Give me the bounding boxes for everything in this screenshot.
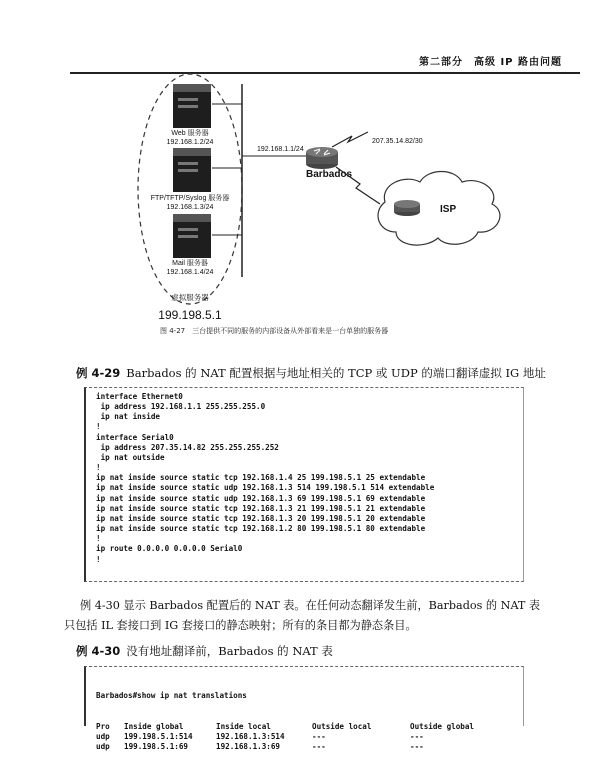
- network-diagram: [0, 72, 600, 324]
- section-title: 第二部分 高级 IP 路由问题: [418, 57, 562, 68]
- code-line: ip nat inside source static udp 192.168.1.3 69 199.198.5.1 69 extendable: [96, 493, 426, 503]
- isp-cloud-icon: [378, 172, 500, 246]
- code-line: ip nat inside: [96, 412, 161, 422]
- column-header: Inside global: [124, 721, 184, 731]
- table-cell: ---: [312, 742, 326, 752]
- code-line: !: [96, 422, 101, 432]
- ftp-server-ip: 192.168.1.3/24: [166, 204, 214, 211]
- example-4-29-text: Barbados 的 NAT 配置根据与地址相关的 TCP 或 UDP 的端口翻译虚拟 IG 地址: [126, 366, 546, 380]
- example-4-30-title: [76, 643, 333, 659]
- column-header: Outside local: [312, 721, 372, 731]
- table-cell: ---: [410, 742, 424, 752]
- mail-server-name: Mail 服务器: [172, 260, 208, 267]
- example-4-29-label: 例 4-29: [76, 366, 121, 380]
- code-line: ip address 192.168.1.1 255.255.255.0: [96, 402, 266, 412]
- code-line: ip route 0.0.0.0 0.0.0.0 Serial0: [96, 544, 243, 554]
- column-header: Outside global: [410, 721, 475, 731]
- table-cell: 192.168.1.3:69: [216, 742, 281, 752]
- router-name: Barbados: [306, 169, 353, 180]
- nat-table-block: [84, 666, 524, 752]
- table-cell: udp: [96, 731, 110, 741]
- column-header: Inside local: [216, 721, 271, 731]
- figure-caption: 图 4-27 三台提供不同的服务的内部设备从外部看来是一台单独的服务器: [160, 327, 389, 335]
- example-4-29-title: [76, 365, 546, 381]
- web-server-ip: 192.168.1.2/24: [166, 139, 214, 146]
- paragraph-line-1: 例 4-30 显示 Barbados 配置后的 NAT 表。在任何动态翻译发生前，Barbados 的 NAT 表: [80, 599, 541, 612]
- mail-server-ip: 192.168.1.4/24: [166, 269, 214, 276]
- web-server-name: Web 服务器: [171, 130, 209, 137]
- mail-server-icon: [173, 214, 211, 258]
- body-paragraph: [64, 596, 584, 636]
- code-line: !: [96, 554, 101, 564]
- code-line: !: [96, 463, 101, 473]
- router-icon: [306, 147, 338, 169]
- nat-table-header: [96, 722, 516, 732]
- table-cell: ---: [410, 731, 424, 741]
- config-code-block: [84, 387, 524, 582]
- ftp-server-icon: [173, 148, 211, 192]
- serial-link: [332, 132, 368, 147]
- web-server-icon: [173, 84, 211, 128]
- code-line: interface Serial0: [96, 432, 174, 442]
- virtual-server-ip: 199.198.5.1: [158, 308, 222, 322]
- router-inside-ip: 192.168.1.1/24: [257, 146, 304, 153]
- table-row: [96, 732, 516, 742]
- code-line: interface Ethernet0: [96, 392, 183, 401]
- code-line: ip nat inside source static tcp 192.168.1.4 25 199.198.5.1 25 extendable: [96, 473, 426, 483]
- table-cell: udp: [96, 742, 110, 752]
- code-line: ip nat inside source static tcp 192.168.1.3 20 199.198.5.1 20 extendable: [96, 513, 426, 523]
- router-outside-ip: 207.35.14.82/30: [372, 138, 423, 145]
- code-line: ip nat inside source static tcp 192.168.1.2 80 199.198.5.1 80 extendable: [96, 524, 426, 534]
- isp-label: ISP: [440, 204, 457, 215]
- example-4-30-label: 例 4-30: [76, 644, 121, 658]
- nat-table: [96, 722, 516, 752]
- code-line: !: [96, 534, 101, 544]
- table-cell: 199.198.5.1:514: [124, 731, 193, 741]
- example-4-30-text: 没有地址翻译前，Barbados 的 NAT 表: [126, 644, 333, 658]
- table-cell: 192.168.1.3:514: [216, 731, 285, 741]
- table-row: [96, 742, 516, 752]
- column-header: Pro: [96, 721, 110, 731]
- nat-command: Barbados#show ip nat translations: [96, 691, 247, 701]
- code-line: ip nat outside: [96, 452, 165, 462]
- table-cell: ---: [312, 731, 326, 741]
- virtual-server-label: 虚拟服务器: [171, 293, 209, 302]
- page-header: [70, 50, 580, 74]
- code-line: ip nat inside source static udp 192.168.1.3 514 199.198.5.1 514 extendable: [96, 483, 435, 493]
- paragraph-line-2: 只包括 IL 套接口到 IG 套接口的静态映射；所有的条目都为静态条目。: [64, 619, 417, 632]
- ftp-server-name: FTP/TFTP/Syslog 服务器: [150, 195, 230, 202]
- code-line: ip nat inside source static tcp 192.168.1.3 21 199.198.5.1 21 extendable: [96, 503, 426, 513]
- code-line: ip address 207.35.14.82 255.255.255.252: [96, 442, 279, 452]
- table-cell: 199.198.5.1:69: [124, 742, 189, 752]
